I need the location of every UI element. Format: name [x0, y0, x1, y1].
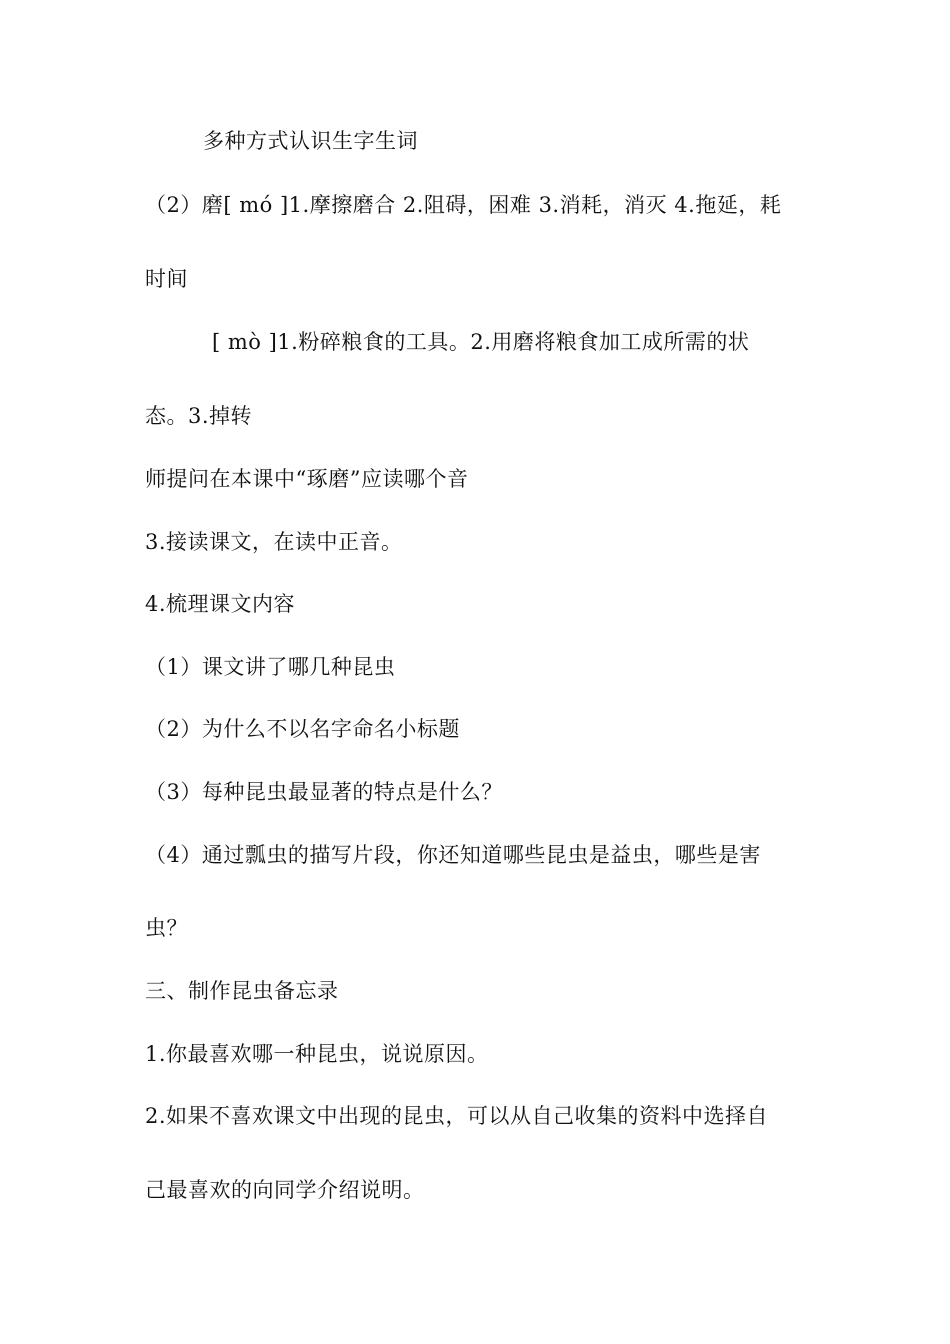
- line-mo-meanings-2-cont: 态。3.掉转: [145, 404, 253, 428]
- line-recognize-words: 多种方式认识生字生词: [203, 129, 418, 153]
- line-memo-2: 2.如果不喜欢课文中出现的昆虫，可以从自己收集的资料中选择自: [145, 1104, 769, 1128]
- line-question-1: （1）课文讲了哪几种昆虫: [145, 655, 396, 679]
- line-mo-meanings-1-cont: 时间: [145, 267, 188, 291]
- line-step-3: 3.接读课文，在读中正音。: [145, 530, 403, 554]
- line-question-3: （3）每种昆虫最显著的特点是什么？: [145, 780, 503, 804]
- line-question-4-cont: 虫？: [145, 916, 188, 940]
- section-heading-memo: 三、制作昆虫备忘录: [145, 979, 339, 1003]
- line-question-2: （2）为什么不以名字命名小标题: [145, 717, 460, 741]
- line-mo-meanings-2: [ mò ]1.粉碎粮食的工具。2.用磨将粮食加工成所需的状: [212, 330, 750, 354]
- line-teacher-question: 师提问在本课中“琢磨”应读哪个音: [145, 467, 469, 491]
- line-memo-1: 1.你最喜欢哪一种昆虫，说说原因。: [145, 1042, 489, 1066]
- line-memo-2-cont: 己最喜欢的向同学介绍说明。: [145, 1178, 425, 1202]
- line-step-4: 4.梳理课文内容: [145, 592, 296, 616]
- line-question-4: （4）通过瓢虫的描写片段，你还知道哪些昆虫是益虫，哪些是害: [145, 843, 761, 867]
- line-mo-meanings-1: （2）磨[ mó ]1.摩擦磨合 2.阻碍，困难 3.消耗，消灭 4.拖延，耗: [145, 193, 782, 217]
